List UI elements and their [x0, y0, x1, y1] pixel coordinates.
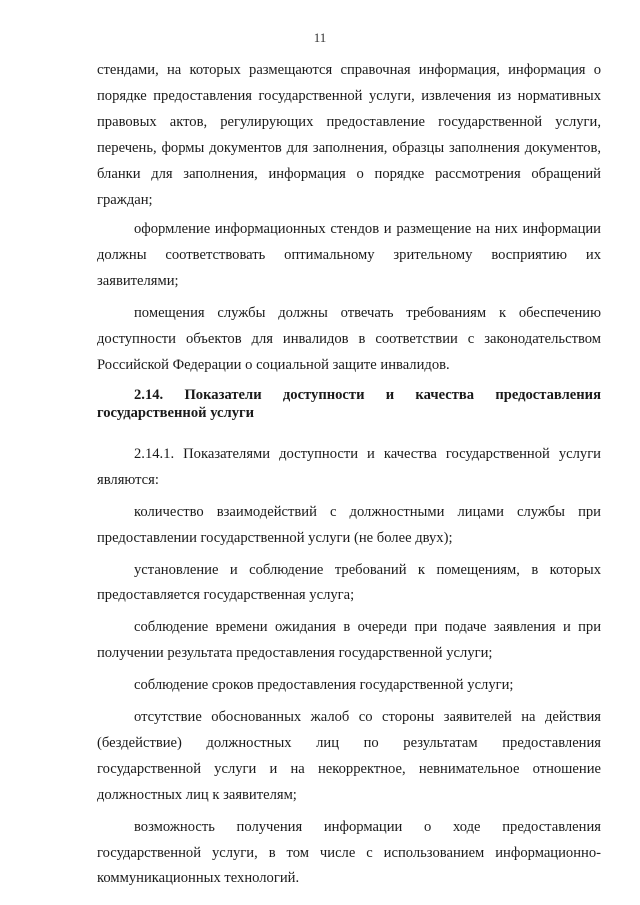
page-number: 11: [313, 30, 327, 45]
paragraph-accessibility-premises: помещения службы должны отвечать требованиям к обеспечению доступности объектов для инвалидов в соответствии с законодательством Российской Федерации о социальной защите инвалидов.: [97, 305, 601, 373]
list-item-no-complaints: отсутствие обоснованных жалоб со стороны заявителей на действия (бездействие) должностных лиц по результатам предоставления государственной услуги и на некорректное, невнимательное отношение должностных лиц к заявителям;: [97, 709, 601, 803]
list-item-interactions: количество взаимодействий с должностными лицами службы при предоставлении государственной услуги (не более двух);: [97, 503, 601, 546]
paragraph-stands-design: оформление информационных стендов и размещение на них информации должны соответствовать оптимальному зрительному восприятию их заявителями;: [97, 221, 601, 290]
list-item-premises-requirements: установление и соблюдение требований к помещениям, в которых предоставляется государственная услуга;: [97, 561, 601, 604]
document-body: [97, 58, 601, 892]
paragraph-2-14-1: 2.14.1. Показателями доступности и качества государственной услуги являются:: [97, 445, 601, 488]
section-heading-2-14: 2.14. Показатели доступности и качества предоставления государственной услуги: [97, 386, 601, 421]
list-item-waiting-time: соблюдение времени ожидания в очереди при подаче заявления и при получении результата предоставления государственной услуги;: [97, 619, 601, 662]
list-item-deadlines: соблюдение сроков предоставления государственной услуги;: [134, 677, 514, 694]
list-item-information-access: возможность получения информации о ходе предоставления государственной услуги, в том числе с использованием информационно-коммуникационных технологий.: [97, 818, 601, 887]
paragraph-stands-continuation: стендами, на которых размещаются справочная информация, информация о порядке предоставления государственной услуги, извлечения из нормативных правовых актов, регулирующих предоставление государственной услуги, перечень, формы документов для заполнения, образцы заполнения документов, бланки для заполнения, информация о порядке рассмотрения обращений граждан;: [97, 62, 601, 208]
